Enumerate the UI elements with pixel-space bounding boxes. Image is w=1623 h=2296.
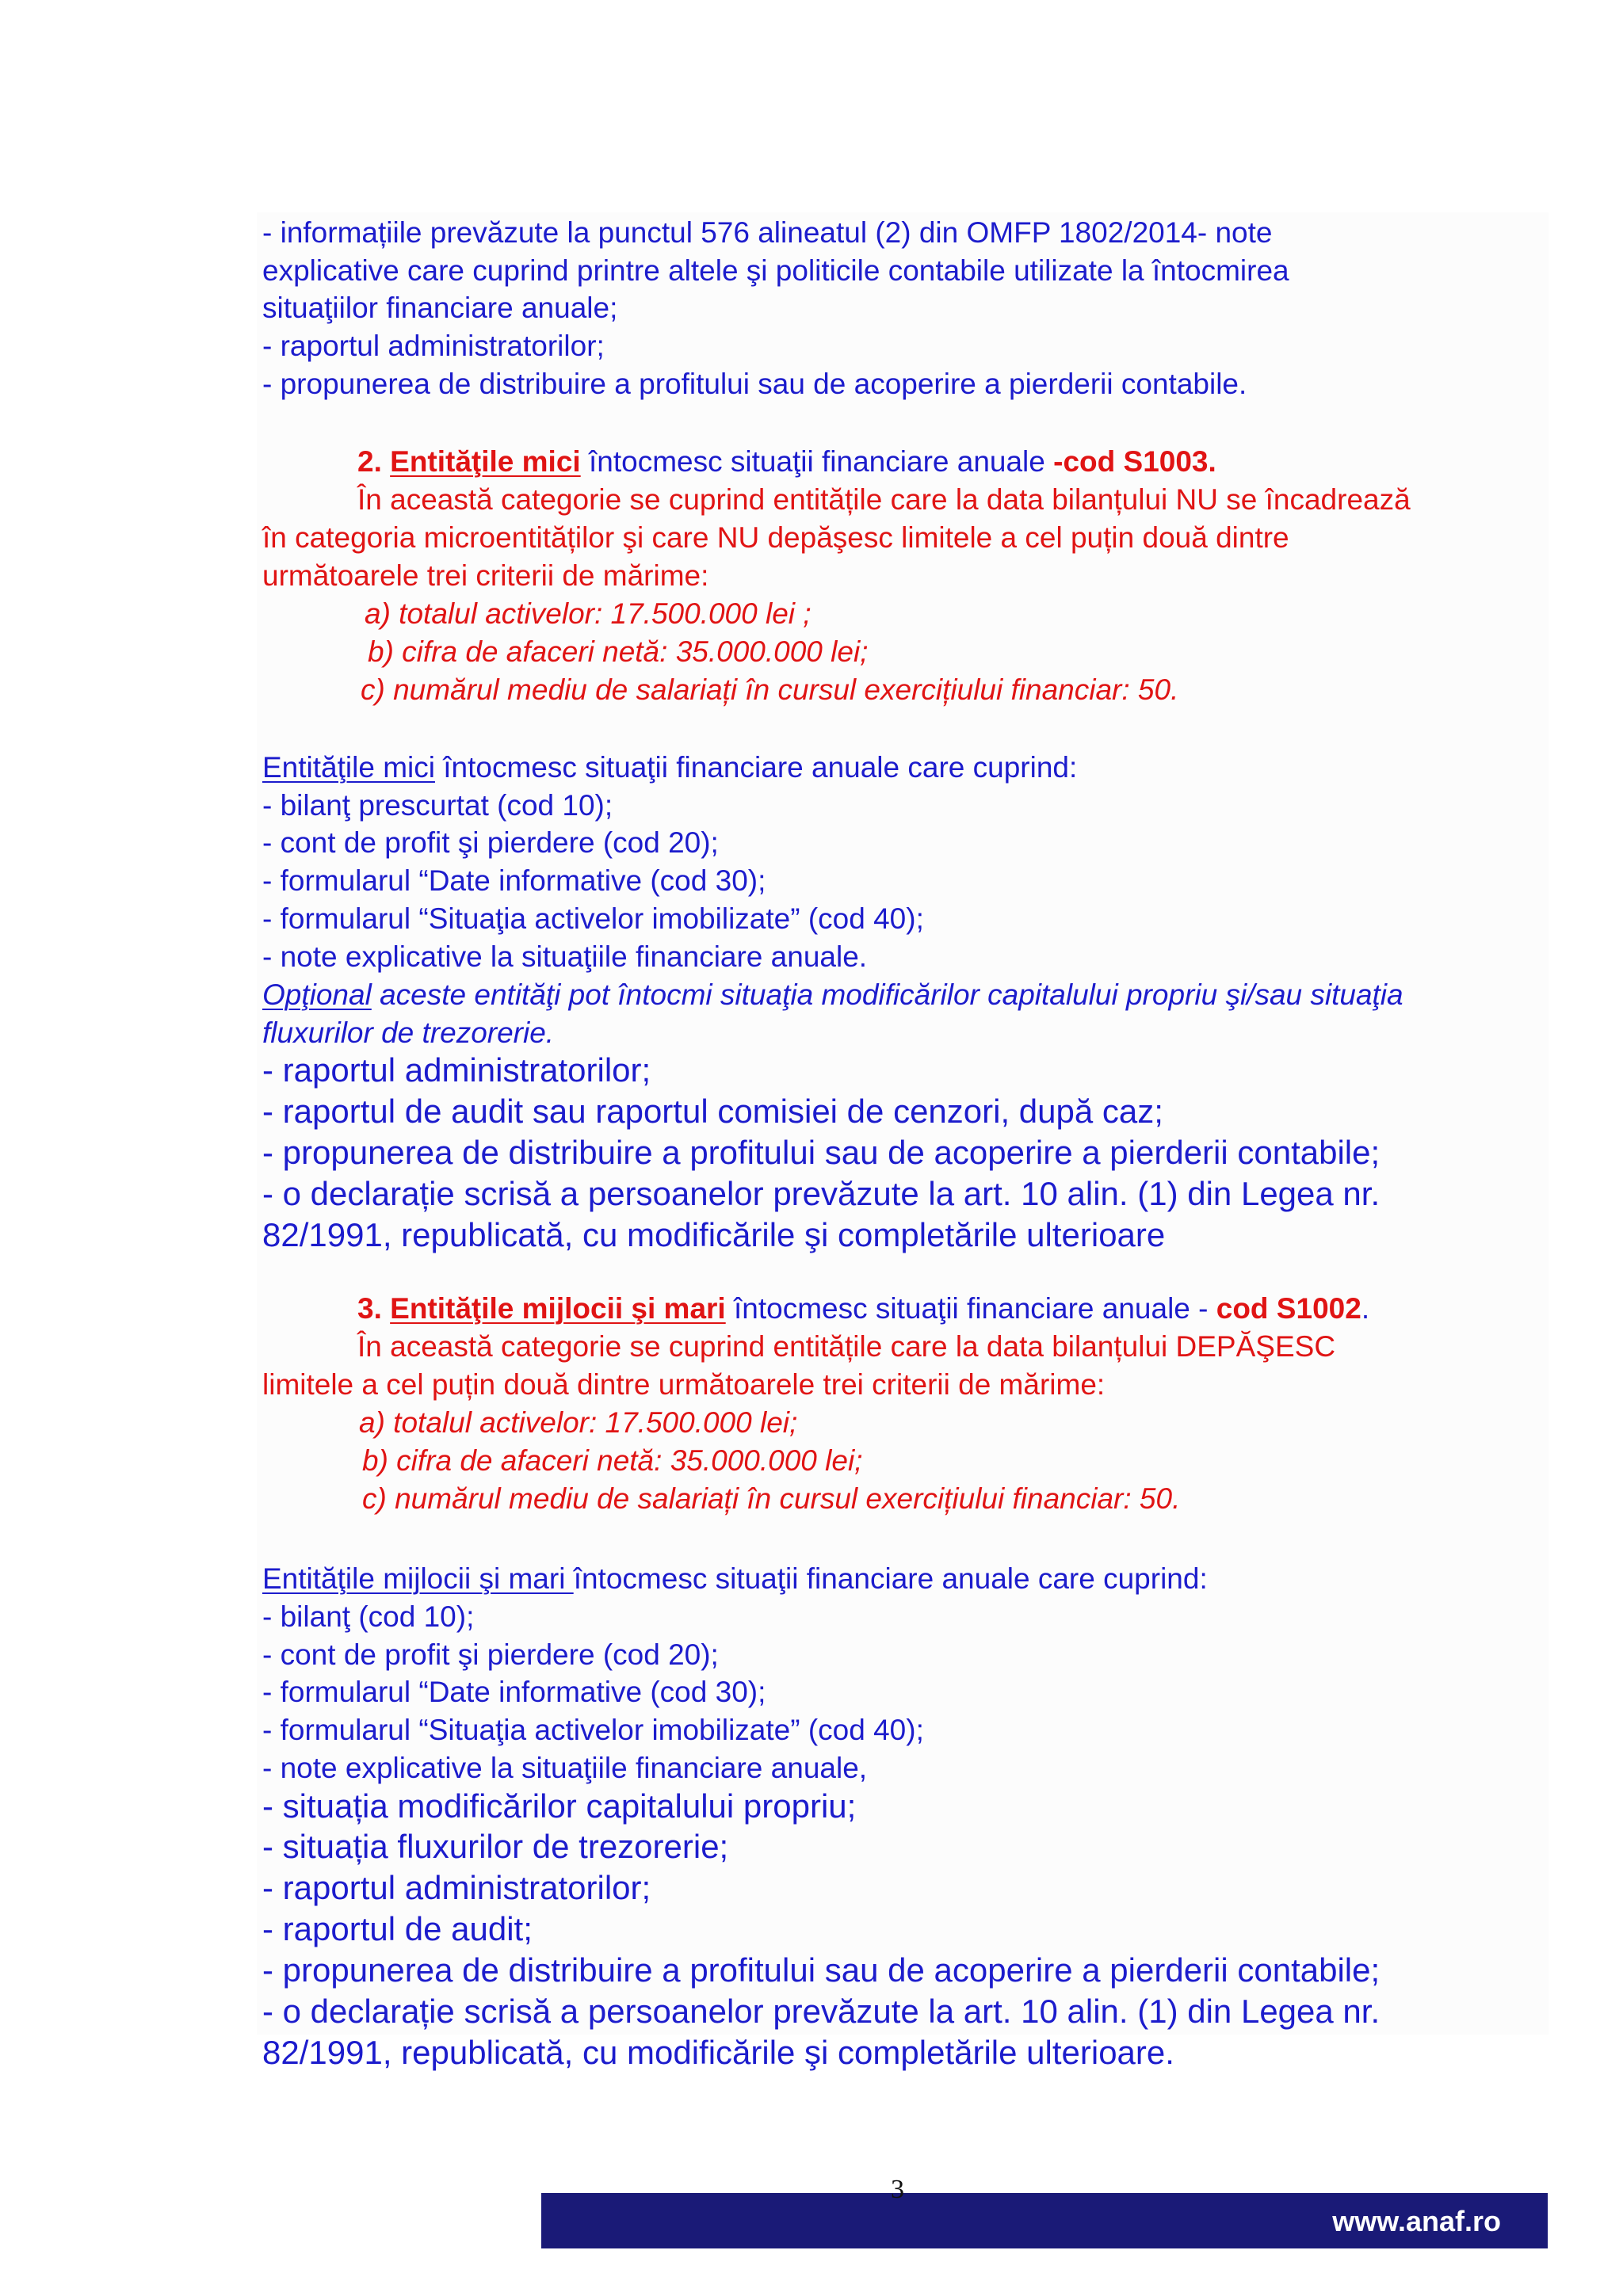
section-3-item-5: - note explicative la situaţiile financiare anuale,	[262, 1752, 868, 1784]
section-2-item-5: - note explicative la situaţiile financiare anuale.	[262, 940, 868, 973]
section-2-list-subject: Entităţile mici	[262, 751, 435, 784]
section-3-item-4: - formularul “Situaţia activelor imobilizate” (cod 40);	[262, 1714, 924, 1746]
section-3-doc-4: - raportul de audit;	[262, 1910, 533, 1947]
section-3-item-1: - bilanţ (cod 10);	[262, 1600, 475, 1633]
section-3-desc-2: limitele a cel puțin două dintre următoarele trei criterii de mărime:	[262, 1368, 1106, 1401]
section-3-title: Entităţile mijlocii şi mari	[390, 1292, 726, 1325]
intro-line-5: - propunerea de distribuire a profitului sau de acoperire a pierderii contabile.	[262, 368, 1247, 400]
section-3-heading-text: întocmesc situaţii financiare anuale -	[725, 1292, 1216, 1325]
intro-line-2: explicative care cuprind printre altele şi politicile contabile utilizate la întocmirea	[262, 254, 1289, 287]
section-2-criterion-b: b) cifra de afaceri netă: 35.000.000 lei;	[368, 635, 869, 668]
section-2-doc-5: 82/1991, republicată, cu modificările şi completările ulterioare	[262, 1216, 1166, 1253]
section-2-title: Entităţile mici	[390, 445, 581, 478]
section-2-criterion-a: a) totalul activelor: 17.500.000 lei ;	[365, 597, 812, 630]
section-2-doc-1: - raportul administratorilor;	[262, 1051, 651, 1089]
section-2-item-4: - formularul “Situaţia activelor imobilizate” (cod 40);	[262, 902, 924, 935]
section-2-list-intro	[262, 749, 1077, 786]
section-3-doc-5: - propunerea de distribuire a profitului sau de acoperire a pierderii contabile;	[262, 1951, 1381, 1989]
section-3-list-intro	[262, 1561, 1208, 1597]
section-3-code: cod S1002	[1216, 1292, 1361, 1325]
section-2-optional-line-2: fluxurilor de trezorerie.	[262, 1016, 555, 1049]
section-2-heading-text: întocmesc situaţii financiare anuale	[580, 445, 1054, 478]
section-2-code: -cod S1003.	[1053, 445, 1216, 478]
section-3-criterion-b: b) cifra de afaceri netă: 35.000.000 lei;	[362, 1444, 863, 1477]
section-2-desc-2: în categoria microentităților şi care NU depăşesc limitele a cel puțin două dintre	[262, 521, 1289, 554]
section-2-doc-3: - propunerea de distribuire a profitului sau de acoperire a pierderii contabile;	[262, 1134, 1381, 1171]
section-3-criterion-c: c) numărul mediu de salariați în cursul exercițiului financiar: 50.	[362, 1482, 1181, 1515]
section-3-heading	[357, 1291, 1369, 1327]
section-2-optional-text: aceste entităţi pot întocmi situaţia modificărilor capitalului propriu şi/sau situaţia	[371, 978, 1403, 1011]
intro-line-4: - raportul administratorilor;	[262, 330, 605, 362]
section-3-doc-7: 82/1991, republicată, cu modificările şi completările ulterioare.	[262, 2034, 1174, 2071]
page-number: 3	[891, 2175, 904, 2204]
section-2-item-1: - bilanţ prescurtat (cod 10);	[262, 789, 613, 822]
section-3-item-3: - formularul “Date informative (cod 30);	[262, 1676, 766, 1708]
section-3-doc-2: - situația fluxurilor de trezorerie;	[262, 1828, 729, 1865]
section-2-optional-word: Opţional	[262, 978, 372, 1011]
section-2-criterion-c: c) numărul mediu de salariați în cursul exercițiului financiar: 50.	[361, 673, 1179, 706]
section-2-item-2: - cont de profit şi pierdere (cod 20);	[262, 826, 719, 859]
section-2-list-intro-text: întocmesc situaţii financiare anuale care cuprind:	[434, 751, 1078, 784]
section-3-doc-6: - o declarație scrisă a persoanelor prevăzute la art. 10 alin. (1) din Legea nr.	[262, 1993, 1381, 2030]
section-2-desc-1: În această categorie se cuprind entitățile care la data bilanțului NU se încadrează	[357, 483, 1411, 516]
section-3-list-intro-text: întocmesc situaţii financiare anuale care cuprind:	[573, 1562, 1208, 1595]
intro-line-3: situaţiilor financiare anuale;	[262, 292, 618, 324]
section-2-heading	[357, 444, 1216, 480]
footer-url-link[interactable]: www.anaf.ro	[1332, 2205, 1501, 2237]
section-3-item-2: - cont de profit şi pierdere (cod 20);	[262, 1638, 719, 1671]
section-3-list-subject: Entităţile mijlocii şi mari	[262, 1562, 574, 1595]
section-3-number: 3.	[357, 1292, 391, 1325]
intro-line-1: - informațiile prevăzute la punctul 576 alineatul (2) din OMFP 1802/2014- note	[262, 216, 1273, 249]
section-2-doc-2: - raportul de audit sau raportul comisiei de cenzori, după caz;	[262, 1093, 1163, 1130]
section-2-doc-4: - o declarație scrisă a persoanelor prevăzute la art. 10 alin. (1) din Legea nr.	[262, 1175, 1381, 1212]
section-3-doc-1: - situația modificărilor capitalului propriu;	[262, 1787, 857, 1825]
section-2-item-3: - formularul “Date informative (cod 30);	[262, 864, 766, 897]
section-3-desc-1: În această categorie se cuprind entitățile care la data bilanțului DEPĂŞESC	[357, 1330, 1336, 1363]
section-2-number: 2.	[357, 445, 391, 478]
section-3-doc-3: - raportul administratorilor;	[262, 1869, 651, 1906]
section-2-desc-3: următoarele trei criterii de mărime:	[262, 559, 709, 592]
section-2-optional	[262, 977, 1403, 1013]
section-3-code-end: .	[1361, 1292, 1370, 1325]
section-3-criterion-a: a) totalul activelor: 17.500.000 lei;	[359, 1406, 798, 1439]
